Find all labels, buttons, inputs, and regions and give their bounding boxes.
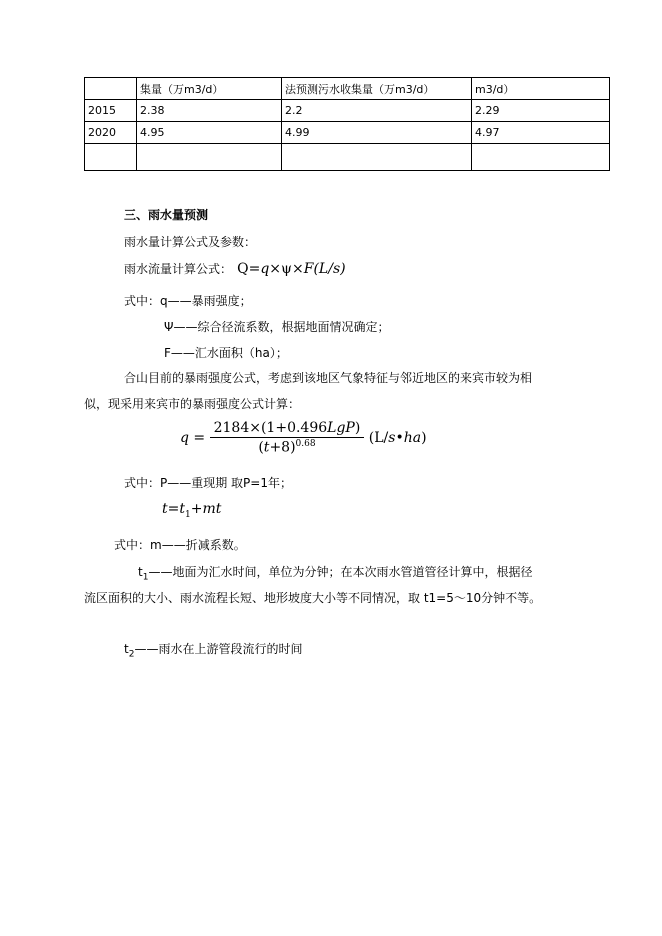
formula-symbol: t [179, 501, 186, 517]
table-cell [472, 144, 610, 171]
table-cell [137, 144, 282, 171]
table-cell: m3/d） [472, 78, 610, 100]
formula-symbol: Q [237, 261, 249, 277]
t2-definition-text: ——雨水在上游管段流行的时间 [134, 642, 303, 656]
formula-symbol: q [260, 261, 270, 277]
formula-symbol: ha [403, 429, 422, 446]
table-cell: 2.29 [472, 100, 610, 122]
formula-symbol: LgP [327, 420, 355, 436]
formula-exponent: 0.68 [295, 439, 316, 449]
formula-text: (L/ [368, 429, 389, 446]
table-cell: 4.99 [282, 122, 472, 144]
table-cell: 4.97 [472, 122, 610, 144]
formula-symbol: mt [202, 501, 222, 517]
t1-definition-text: ——地面为汇水时间，单位为分钟；在本次雨水管道管径计算中，根据径 [148, 565, 533, 579]
paragraph-heshan-line2: 似，现采用来宾市的暴雨强度公式计算： [84, 397, 301, 411]
definition-m: 式中：m——折减系数。 [114, 538, 246, 552]
paragraph-formula-params: 雨水量计算公式及参数： [124, 235, 257, 249]
formula-numerator: 2184×(1+0.496 [213, 420, 328, 436]
table-cell: 2.2 [282, 100, 472, 122]
formula-symbol: t [162, 501, 168, 517]
formula-subscript: 1 [185, 509, 191, 520]
table-row [85, 122, 610, 144]
formula-symbol: q [180, 429, 189, 446]
sewage-forecast-table [84, 77, 610, 171]
definition-psi: Ψ——综合径流系数，根据地面情况确定； [164, 320, 390, 334]
table-cell: 法预测污水收集量（万m3/d） [282, 78, 472, 100]
formula-fraction: $\frac{\text{2184×(1+0.496LgP)}}{(t+8)^{0.68}}$ [210, 420, 365, 456]
paragraph-heshan-line1: 合山目前的暴雨强度公式，考虑到该地区气象特征与邻近地区的来宾市较为相 [124, 371, 533, 385]
formula-text: ) [354, 420, 361, 436]
formula-symbol: ψ [281, 261, 293, 277]
definition-P: 式中：P——重现期 取P=1年； [124, 476, 292, 490]
t1-definition-line2: 流区面积的大小、雨水流程长短、地形坡度大小等不同情况，取 t1=5～10分钟不等。 [84, 591, 542, 605]
flow-formula-label: 雨水流量计算公式： [124, 262, 233, 276]
storm-intensity-formula: q = $\frac{\text{2184×(1+0.496LgP)}}{(t+8)^{0.68}}$ (L/s•ha) [180, 420, 427, 456]
t1-definition-line1: $t_1——$地面为汇水时间，单位为分钟；在本次雨水管道管径计算中，根据径 [138, 565, 533, 583]
table-cell: 4.95 [137, 122, 282, 144]
table-cell [85, 144, 137, 171]
table-row [85, 78, 610, 100]
flow-formula: Q=q×ψ×F(L/s) [237, 261, 346, 277]
formula-unit: (L/s) [313, 261, 346, 277]
definition-q: 式中：q——暴雨强度； [124, 294, 252, 308]
formula-text: ) [421, 429, 427, 446]
time-formula: $t=t_1+mt$ [162, 501, 222, 520]
formula-subscript: 2 [128, 649, 135, 660]
formula-symbol: F [303, 261, 314, 277]
t2-definition: $t_2——$雨水在上游管段流行的时间 [124, 642, 303, 660]
formula-symbol: t [263, 439, 270, 456]
table-cell [282, 144, 472, 171]
table-cell: 2015 [85, 100, 137, 122]
flow-formula-line [124, 258, 346, 277]
table-row [85, 144, 610, 171]
table-cell [85, 78, 137, 100]
table-cell: 集量（万m3/d） [137, 78, 282, 100]
definition-F: F——汇水面积（ha）； [164, 346, 288, 360]
formula-text: +8) [269, 439, 296, 456]
table-cell: 2.38 [137, 100, 282, 122]
table-cell: 2020 [85, 122, 137, 144]
section-title: 三、雨水量预测 [124, 208, 209, 222]
formula-subscript: 1 [142, 572, 149, 583]
formula-text: • [395, 429, 404, 446]
formula-symbol: s [388, 429, 396, 446]
table-row [85, 100, 610, 122]
